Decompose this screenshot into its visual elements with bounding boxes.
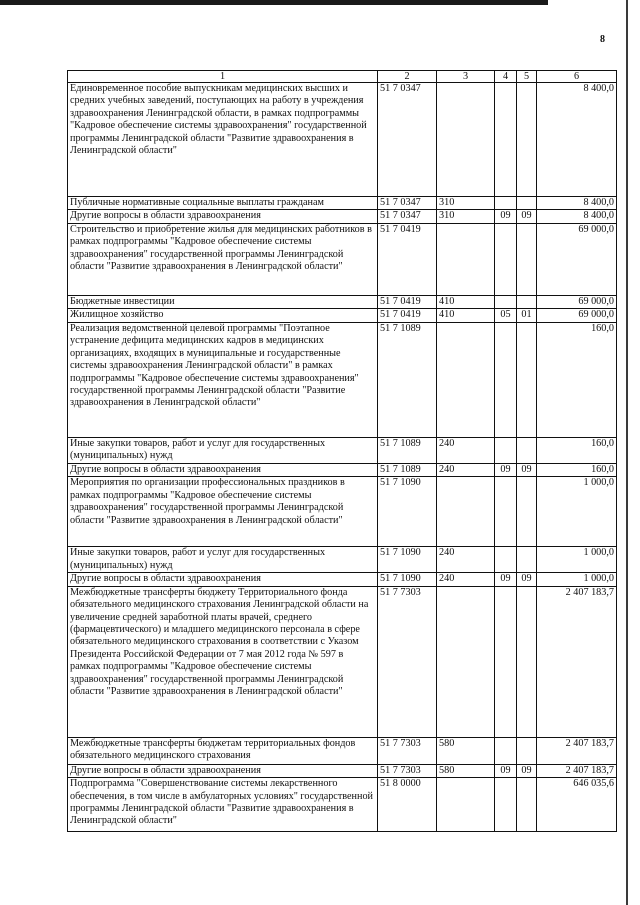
row-section (495, 437, 517, 463)
row-code: 51 7 1089 (378, 322, 437, 437)
row-type: 240 (437, 437, 495, 463)
row-amount: 1 000,0 (537, 573, 617, 586)
header-cell-1: 1 (68, 71, 378, 83)
row-section (495, 778, 517, 832)
right-edge-rule (626, 0, 628, 905)
row-code: 51 7 0419 (378, 309, 437, 322)
row-section: 05 (495, 309, 517, 322)
row-section: 09 (495, 210, 517, 223)
row-type (437, 322, 495, 437)
row-section (495, 547, 517, 573)
header-cell-3: 3 (437, 71, 495, 83)
row-subsection (517, 547, 537, 573)
row-subsection: 09 (517, 463, 537, 476)
row-type (437, 477, 495, 547)
row-subsection: 09 (517, 210, 537, 223)
row-type: 580 (437, 764, 495, 777)
row-section (495, 295, 517, 308)
row-section (495, 197, 517, 210)
row-name: Другие вопросы в области здравоохранения (68, 573, 378, 586)
page-number: 8 (600, 34, 605, 45)
row-amount: 69 000,0 (537, 309, 617, 322)
table-row (68, 547, 617, 573)
row-subsection (517, 477, 537, 547)
row-amount: 2 407 183,7 (537, 586, 617, 737)
row-code: 51 7 7303 (378, 764, 437, 777)
row-subsection (517, 586, 537, 737)
row-code: 51 7 0347 (378, 197, 437, 210)
row-section (495, 586, 517, 737)
row-code: 51 7 0347 (378, 83, 437, 197)
row-subsection (517, 322, 537, 437)
table-row (68, 309, 617, 322)
table-row (68, 295, 617, 308)
row-subsection: 09 (517, 573, 537, 586)
row-type: 310 (437, 197, 495, 210)
row-amount: 160,0 (537, 463, 617, 476)
row-amount: 2 407 183,7 (537, 737, 617, 764)
row-amount: 1 000,0 (537, 477, 617, 547)
row-code: 51 7 0419 (378, 223, 437, 295)
row-amount: 646 035,6 (537, 778, 617, 832)
row-name: Публичные нормативные социальные выплаты гражданам (68, 197, 378, 210)
row-name: Мероприятия по организации профессиональных праздников в рамках подпрограммы "Кадровое обеспечение системы здравоохранения" государственной программы Ленинградской области "Развитие здравоохранения в Ленинградской области" (68, 477, 378, 547)
row-type: 580 (437, 737, 495, 764)
header-cell-5: 5 (517, 71, 537, 83)
row-subsection (517, 223, 537, 295)
row-code: 51 7 7303 (378, 737, 437, 764)
row-code: 51 7 0347 (378, 210, 437, 223)
row-name: Другие вопросы в области здравоохранения (68, 463, 378, 476)
row-subsection (517, 737, 537, 764)
row-name: Подпрограмма "Совершенствование системы лекарственного обеспечения, в том числе в амбулаторных условиях" государственной программы Ленинградской области "Развитие здравоохранения в Ленинградской области" (68, 778, 378, 832)
row-section (495, 83, 517, 197)
row-code: 51 7 1090 (378, 477, 437, 547)
table-row (68, 322, 617, 437)
table-row (68, 573, 617, 586)
row-type (437, 586, 495, 737)
table-row (68, 586, 617, 737)
row-section: 09 (495, 463, 517, 476)
row-code: 51 8 0000 (378, 778, 437, 832)
row-type (437, 778, 495, 832)
row-type: 240 (437, 463, 495, 476)
row-name: Строительство и приобретение жилья для медицинских работников в рамках подпрограммы "Кадровое обеспечение системы здравоохранения" государственной программы Ленинградской области "Развитие здравоохранения в Ленинградской области" (68, 223, 378, 295)
table-header-row (68, 71, 617, 83)
row-amount: 8 400,0 (537, 197, 617, 210)
row-name: Иные закупки товаров, работ и услуг для государственных (муниципальных) нужд (68, 547, 378, 573)
row-subsection: 01 (517, 309, 537, 322)
row-code: 51 7 0419 (378, 295, 437, 308)
row-type (437, 83, 495, 197)
row-subsection (517, 197, 537, 210)
row-amount: 8 400,0 (537, 210, 617, 223)
table-row (68, 223, 617, 295)
row-type: 410 (437, 309, 495, 322)
row-type: 410 (437, 295, 495, 308)
row-subsection (517, 437, 537, 463)
row-type: 310 (437, 210, 495, 223)
row-name: Иные закупки товаров, работ и услуг для государственных (муниципальных) нужд (68, 437, 378, 463)
row-section (495, 223, 517, 295)
row-subsection (517, 778, 537, 832)
row-amount: 160,0 (537, 437, 617, 463)
row-amount: 69 000,0 (537, 223, 617, 295)
row-subsection (517, 295, 537, 308)
row-code: 51 7 1090 (378, 573, 437, 586)
row-subsection (517, 83, 537, 197)
top-edge-rule (0, 0, 548, 5)
header-cell-6: 6 (537, 71, 617, 83)
row-subsection: 09 (517, 764, 537, 777)
row-name: Межбюджетные трансферты бюджету Территориального фонда обязательного медицинского страхования Ленинградской области на увеличение средней заработной платы врачей, среднего (фармацевтического) и младшего медицинского персонала в сфере обязательного медицинского страхования в соответствии с Указом Президента Российской Федерации от 7 мая 2012 года № 597 в рамках подпрограммы "Кадровое обеспечение системы здравоохранения" государственной программы Ленинградской области "Развитие здравоохранения в Ленинградской области" (68, 586, 378, 737)
row-code: 51 7 1090 (378, 547, 437, 573)
row-code: 51 7 1089 (378, 437, 437, 463)
table-row (68, 463, 617, 476)
table-row (68, 210, 617, 223)
row-amount: 8 400,0 (537, 83, 617, 197)
row-code: 51 7 1089 (378, 463, 437, 476)
row-name: Другие вопросы в области здравоохранения (68, 764, 378, 777)
row-amount: 160,0 (537, 322, 617, 437)
row-name: Жилищное хозяйство (68, 309, 378, 322)
table-row (68, 197, 617, 210)
row-name: Бюджетные инвестиции (68, 295, 378, 308)
table-row (68, 764, 617, 777)
table-row (68, 737, 617, 764)
row-name: Реализация ведомственной целевой программы "Поэтапное устранение дефицита медицинских кадров в медицинских организациях, входящих в муниципальные и государственные системы здравоохранения Ленинградской области" в рамках подпрограммы "Кадровое обеспечение системы здравоохранения" государственной программы Ленинградской области "Развитие здравоохранения в Ленинградской области" (68, 322, 378, 437)
row-section (495, 322, 517, 437)
row-amount: 2 407 183,7 (537, 764, 617, 777)
row-name: Другие вопросы в области здравоохранения (68, 210, 378, 223)
table-row (68, 437, 617, 463)
row-section (495, 737, 517, 764)
row-name: Единовременное пособие выпускникам медицинских высших и средних учебных заведений, поступающих на работу в учреждения здравоохранения Ленинградской области, в рамках подпрограммы "Кадровое обеспечение системы здравоохранения" государственной программы Ленинградской области "Развитие здравоохранения в Ленинградской области" (68, 83, 378, 197)
row-type: 240 (437, 573, 495, 586)
row-section: 09 (495, 573, 517, 586)
row-type (437, 223, 495, 295)
row-amount: 69 000,0 (537, 295, 617, 308)
row-section (495, 477, 517, 547)
table-row (68, 83, 617, 197)
table-row (68, 477, 617, 547)
header-cell-4: 4 (495, 71, 517, 83)
row-type: 240 (437, 547, 495, 573)
header-cell-2: 2 (378, 71, 437, 83)
row-amount: 1 000,0 (537, 547, 617, 573)
table-row (68, 778, 617, 832)
budget-table (67, 70, 617, 832)
row-section: 09 (495, 764, 517, 777)
row-code: 51 7 7303 (378, 586, 437, 737)
row-name: Межбюджетные трансферты бюджетам территориальных фондов обязательного медицинского страхования (68, 737, 378, 764)
